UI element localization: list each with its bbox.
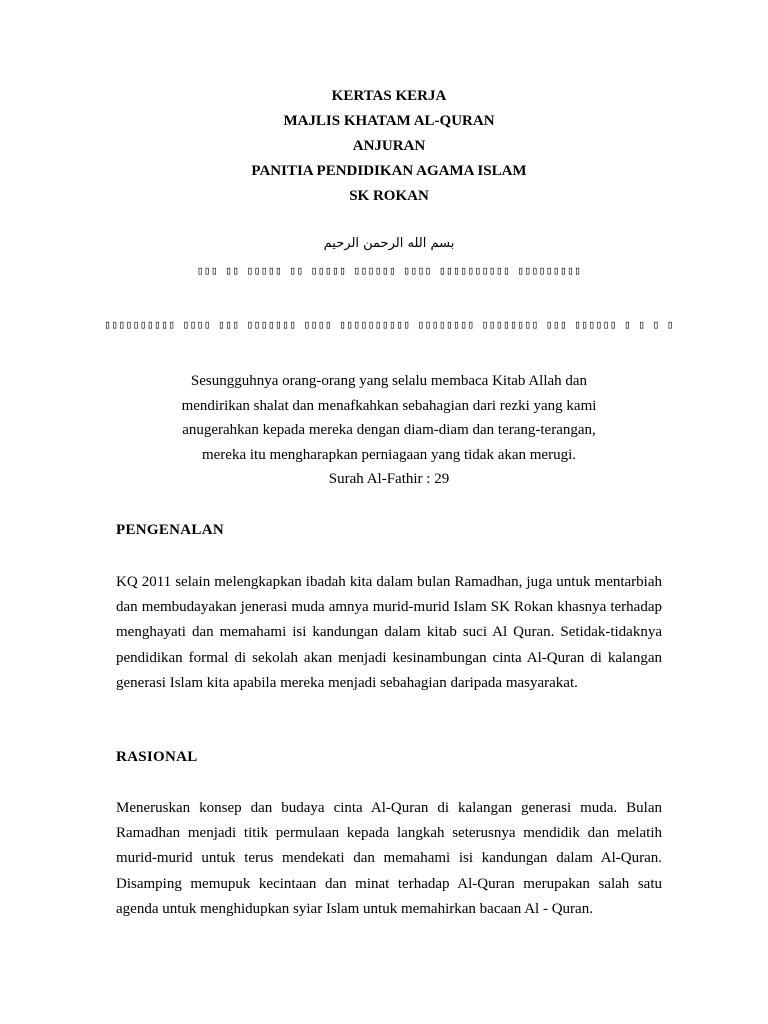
title-line: PANITIA PENDIDIKAN AGAMA ISLAM — [251, 163, 527, 179]
verse-line: mereka itu mengharapkan perniagaan yang tidak akan merugi. — [201, 446, 576, 463]
section-heading-rasional: RASIONAL — [116, 749, 198, 765]
title-line: SK ROKAN — [349, 188, 429, 204]
verse-line: mendirikan shalat dan menafkahkan sebahagian dari rezki yang kami — [181, 397, 597, 414]
arabic-verse-glyphs: ▯▯▯ ▯▯ ▯▯▯▯▯ ▯▯ ▯▯▯▯▯ ▯▯▯▯▯▯ ▯▯▯▯ ▯▯▯▯▯▯▯▯▯▯ ▯▯▯▯▯▯▯▯▯ — [196, 264, 582, 277]
section-heading-pengenalan: PENGENALAN — [116, 522, 225, 538]
verse-reference: Surah Al-Fathir : 29 — [328, 471, 450, 487]
paragraph: KQ 2011 selain melengkapkan ibadah kita dalam bulan Ramadhan, juga untuk mentarbiah dan membudayakan jenerasi muda amnya murid-murid Islam SK Rokan khasnya terhadap menghayati dan memahami isi kandungan dalam kitab suci Al Quran. Setidak-tidaknya pendidikan formal di sekolah akan menjadi kesinambungan cinta Al-Quran di kalangan generasi Islam kita apabila mereka menjadi sebahagian daripada masyarakat. — [116, 574, 662, 691]
title-line: MAJLIS KHATAM AL-QURAN — [283, 113, 495, 129]
section-body-pengenalan — [116, 570, 662, 696]
verse-line: Sesungguhnya orang-orang yang selalu membaca Kitab Allah dan — [190, 373, 588, 389]
section-body-rasional — [116, 796, 662, 922]
document-title-block — [0, 84, 768, 209]
title-line: ANJURAN — [352, 138, 426, 154]
verse-translation — [0, 369, 768, 492]
verse-line: anugerahkan kepada mereka dengan diam-diam dan terang-terangan, — [182, 422, 596, 438]
paragraph: Meneruskan konsep dan budaya cinta Al-Quran di kalangan generasi muda. Bulan Ramadhan menjadi titik permulaan kepada langkah seterusnya mendidik dan melatih murid-murid untuk terus mendekati dan memahami isi kandungan dalam Al-Quran. Disamping memupuk kecintaan dan minat terhadap Al-Quran merupakan salah satu agenda untuk menghidupkan syiar Islam untuk memahirkan bacaan Al - Quran. — [116, 800, 662, 917]
arabic-verse-glyphs: ▯▯▯▯▯▯▯▯▯▯ ▯▯▯▯ ▯▯▯ ▯▯▯▯▯▯▯ ▯▯▯▯ ▯▯▯▯▯▯▯▯▯▯ ▯▯▯▯▯▯▯▯ ▯▯▯▯▯▯▯▯ ▯▯▯ ▯▯▯▯▯▯ ▯ ▯ ▯ ▯ — [104, 318, 674, 331]
basmalah: بسم الله الرحمن الرحيم — [323, 236, 455, 251]
title-line: KERTAS KERJA — [331, 88, 447, 104]
